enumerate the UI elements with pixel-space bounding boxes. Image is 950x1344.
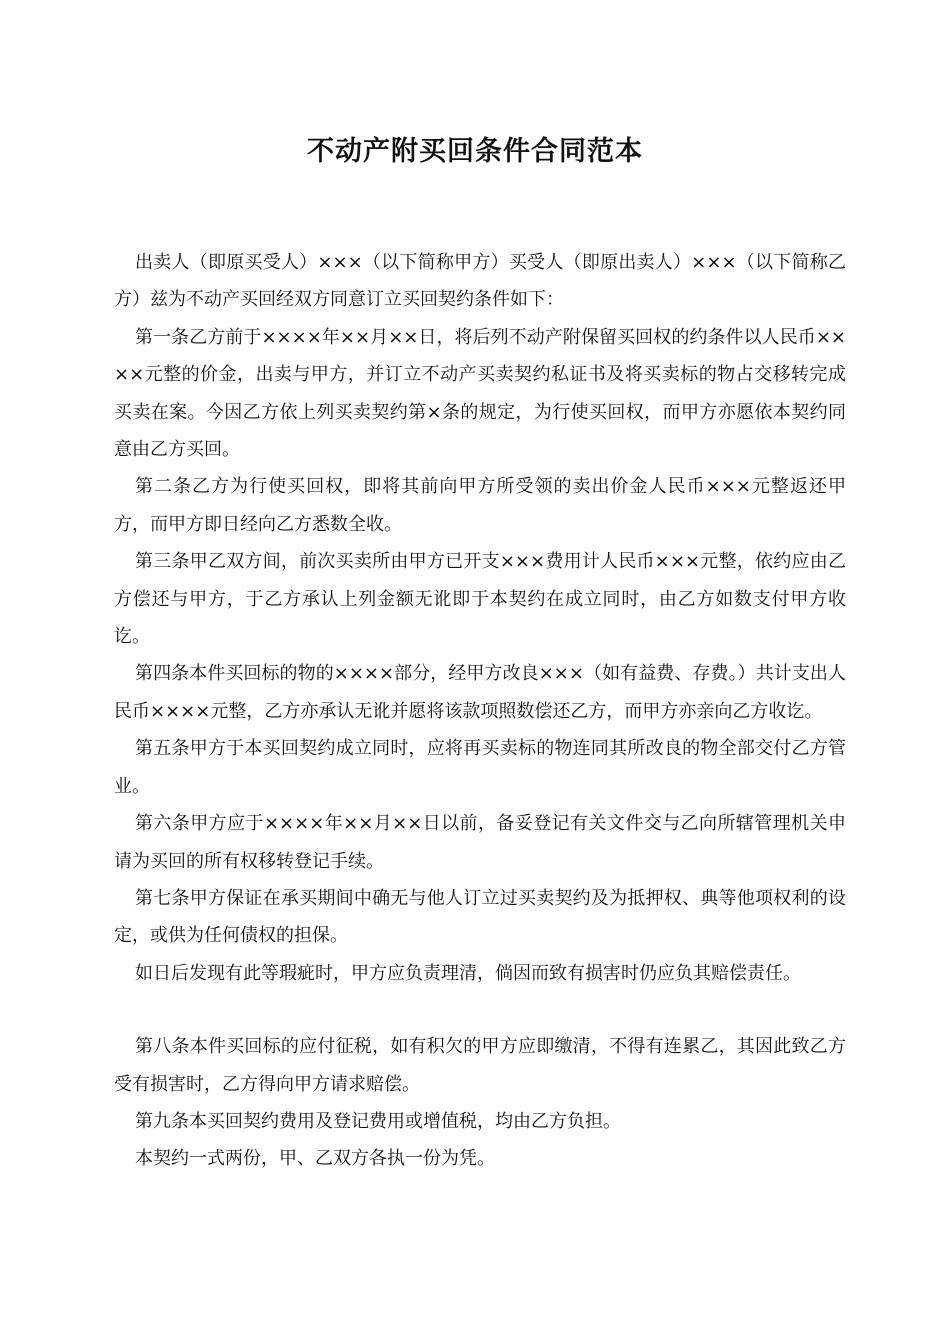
document-title: 不动产附买回条件合同范本 [307,136,643,167]
paragraph-article-8: 第八条本件买回标的应付征税，如有积欠的甲方应即缴清，不得有连累乙，其因此致乙方受有损害时，乙方得向甲方请求赔偿。 [114,1036,846,1095]
paragraph-preamble: 出卖人（即原买受人）×××（以下简称甲方）买受人（即原出卖人）×××（以下简称乙方）兹为不动产买回经双方同意订立买回契约条件如下： [114,252,846,311]
paragraph-article-7: 第七条甲方保证在承买期间中确无与他人订立过买卖契约及为抵押权、典等他项权利的设定，或供为任何债权的担保。 [114,887,846,947]
paragraph-article-6: 第六条甲方应于××××年××月××日以前，备妥登记有关文件交与乙向所辖管理机关申请为买回的所有权移转登记手续。 [114,813,846,872]
paragraph-article-9: 第九条本买回契约费用及登记费用或增值税，均由乙方负担。 [135,1110,621,1132]
paragraph-article-7-continued: 如日后发现有此等瑕疵时，甲方应负责理清，倘因而致有损害时仍应负其赔偿责任。 [135,962,801,984]
paragraph-article-5: 第五条甲方于本买回契约成立同时，应将再买卖标的物连同其所改良的物全部交付乙方管业。 [114,738,846,797]
paragraph-article-3: 第三条甲乙双方间，前次买卖所由甲方已开支×××费用计人民币×××元整，依约应由乙方偿还与甲方，于乙方承认上列金额无讹即于本契约在成立同时，由乙方如数支付甲方收讫。 [114,551,846,648]
document-body [114,244,846,1178]
paragraph-article-4: 第四条本件买回标的物的××××部分，经甲方改良×××（如有益费、存费。）共计支出人民币××××元整，乙方亦承认无讹并愿将该款项照数偿还乙方，而甲方亦亲向乙方收讫。 [114,663,846,722]
paragraph-article-1: 第一条乙方前于××××年××月××日，将后列不动产附保留买回权的约条件以人民币××××元整的价金，出卖与甲方，并订立不动产买卖契约私证书及将买卖标的物占交移转完成买卖在案。今因乙方依上列买卖契约第×条的规定，为行使买回权，而甲方亦愿依本契约同意由乙方买回。 [114,326,846,461]
paragraph-spacer [114,992,846,1028]
paragraph-closing: 本契约一式两份，甲、乙双方各执一份为凭。 [135,1148,495,1170]
paragraph-article-2: 第二条乙方为行使买回权，即将其前向甲方所受领的卖出价金人民币×××元整返还甲方，而甲方即日经向乙方悉数全收。 [114,476,846,535]
